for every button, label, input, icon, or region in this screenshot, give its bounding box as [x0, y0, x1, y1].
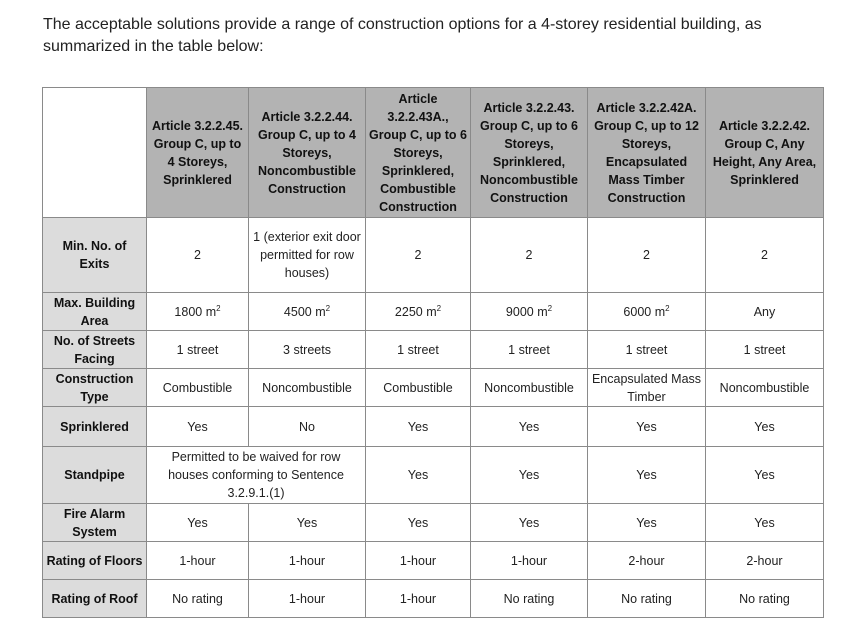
- table-row: [43, 580, 824, 618]
- table-cell: Any: [706, 293, 824, 331]
- table-cell: Noncombustible: [249, 369, 366, 407]
- column-header: Article 3.2.2.42. Group C, Any Height, Any Area, Sprinklered: [706, 88, 824, 218]
- table-cell: Yes: [471, 407, 588, 447]
- table-cell: No rating: [706, 580, 824, 618]
- table-row: [43, 504, 824, 542]
- table-cell: No rating: [588, 580, 706, 618]
- corner-cell: [43, 88, 147, 218]
- column-header: Article 3.2.2.45. Group C, up to 4 Storeys, Sprinklered: [147, 88, 249, 218]
- table-cell: 2: [147, 218, 249, 293]
- area-value: 2250 m: [394, 304, 437, 319]
- table-cell: 3 streets: [249, 331, 366, 369]
- column-header: Article 3.2.2.42A. Group C, up to 12 Storeys, Encapsulated Mass Timber Construction: [588, 88, 706, 218]
- table-cell: Yes: [366, 447, 471, 504]
- table-cell: Yes: [706, 447, 824, 504]
- area-exponent: 2: [216, 303, 221, 313]
- area-exponent: 2: [436, 303, 442, 313]
- area-value: 1800 m: [174, 304, 217, 319]
- table-cell: Yes: [471, 447, 588, 504]
- area-value: 9000 m: [505, 304, 548, 319]
- intro-paragraph: The acceptable solutions provide a range of construction options for a 4-storey residential building, as summarized in the table below:: [43, 16, 762, 55]
- table-cell: 2: [471, 218, 588, 293]
- table-cell: Noncombustible: [471, 369, 588, 407]
- table-cell: 2: [366, 218, 471, 293]
- row-header: Fire Alarm System: [43, 504, 147, 542]
- area-exponent: 2: [547, 303, 553, 313]
- area-value: 4500 m: [283, 304, 326, 319]
- table-cell: [366, 293, 471, 331]
- table-cell: No: [249, 407, 366, 447]
- table-cell: 1-hour: [249, 542, 366, 580]
- row-header: Rating of Floors: [43, 542, 147, 580]
- row-header: Construction Type: [43, 369, 147, 407]
- table-cell: Encapsulated Mass Timber: [588, 369, 706, 407]
- row-header: Max. Building Area: [43, 293, 147, 331]
- table-row: [43, 331, 824, 369]
- table-cell: 1-hour: [366, 580, 471, 618]
- table-cell: 1 street: [366, 331, 471, 369]
- table-cell: 1-hour: [147, 542, 249, 580]
- row-header: Min. No. of Exits: [43, 218, 147, 293]
- table-cell: 1-hour: [471, 542, 588, 580]
- table-cell: Yes: [588, 447, 706, 504]
- table-cell: 2-hour: [588, 542, 706, 580]
- table-cell: 1 street: [706, 331, 824, 369]
- table-cell: Yes: [706, 504, 824, 542]
- header-row: [43, 88, 824, 218]
- table-cell-merged: Permitted to be waived for row houses conforming to Sentence 3.2.9.1.(1): [147, 447, 366, 504]
- table-cell: Combustible: [366, 369, 471, 407]
- table-cell: Yes: [366, 407, 471, 447]
- row-header: Sprinklered: [43, 407, 147, 447]
- table-cell: 1 street: [588, 331, 706, 369]
- table-cell: Yes: [147, 504, 249, 542]
- area-exponent: 2: [665, 303, 670, 313]
- table-cell: 1-hour: [366, 542, 471, 580]
- table-cell: Combustible: [147, 369, 249, 407]
- table-cell: No rating: [147, 580, 249, 618]
- table-cell: Noncombustible: [706, 369, 824, 407]
- column-header: Article 3.2.2.43. Group C, up to 6 Storeys, Sprinklered, Noncombustible Construction: [471, 88, 588, 218]
- table-row: [43, 293, 824, 331]
- table-cell: 1-hour: [249, 580, 366, 618]
- area-value: 6000 m: [623, 304, 666, 319]
- table-cell: Yes: [249, 504, 366, 542]
- table-row: [43, 407, 824, 447]
- table-row: [43, 218, 824, 293]
- row-header: No. of Streets Facing: [43, 331, 147, 369]
- table-cell: Yes: [706, 407, 824, 447]
- table-row: [43, 447, 824, 504]
- table-cell: 1 street: [471, 331, 588, 369]
- table-cell: Yes: [147, 407, 249, 447]
- construction-options-table: [42, 87, 824, 618]
- table-cell: Yes: [588, 504, 706, 542]
- table-cell: [588, 293, 706, 331]
- table-cell: 1 street: [147, 331, 249, 369]
- column-header: Article 3.2.2.44. Group C, up to 4 Storeys, Noncombustible Construction: [249, 88, 366, 218]
- table-cell: Yes: [366, 504, 471, 542]
- table-cell: 2: [588, 218, 706, 293]
- table-cell: [147, 293, 249, 331]
- table-row: [43, 542, 824, 580]
- table-cell: Yes: [471, 504, 588, 542]
- table-cell: 1 (exterior exit door permitted for row houses): [249, 218, 366, 293]
- table-cell: Yes: [588, 407, 706, 447]
- table-cell: No rating: [471, 580, 588, 618]
- column-header: Article 3.2.2.43A., Group C, up to 6 Storeys, Sprinklered, Combustible Construction: [366, 88, 471, 218]
- row-header: Standpipe: [43, 447, 147, 504]
- table-cell: 2-hour: [706, 542, 824, 580]
- row-header: Rating of Roof: [43, 580, 147, 618]
- table-cell: [471, 293, 588, 331]
- table-row: [43, 369, 824, 407]
- table-cell: 2: [706, 218, 824, 293]
- table-cell: [249, 293, 366, 331]
- area-exponent: 2: [325, 303, 331, 313]
